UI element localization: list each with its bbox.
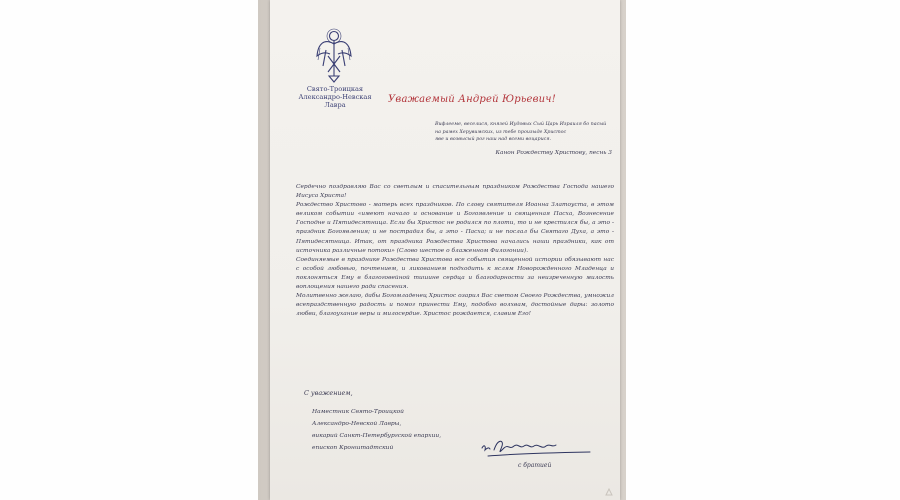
- letter-page: [270, 0, 620, 500]
- handwritten-signature: [480, 434, 600, 464]
- paragraph: Молитвенно желаю, дабы Богомладенец Христос озарил Вас светом Своего Рождества, умножил всепраздственную радость и помог принести Ему, подобно волхвам, достойные дары: золото любви, благоухание веры и милосердие. Христос рождается, славим Его!: [296, 293, 614, 318]
- signer-line: викарий Санкт-Петербургской епархии,: [312, 433, 442, 439]
- signer-line: Александро-Невской Лавры,: [312, 421, 402, 427]
- org-line: Александро-Невская: [298, 93, 372, 101]
- letter-body: [296, 183, 614, 319]
- greeting: Уважаемый Андрей Юрьевич!: [388, 94, 556, 105]
- epigraph-source: Канон Рождеству Христову, песнь 3: [495, 150, 612, 156]
- signer-title: [312, 406, 482, 454]
- angel-emblem-icon: [314, 26, 354, 84]
- epigraph-line: Вифлееме, веселися, князей Иудовых Сый Царь Израиля бо пасый: [435, 122, 607, 127]
- epigraph-line: яве и возвысый рог наш над всеми воцарися.: [435, 137, 552, 142]
- epigraph: [435, 121, 610, 144]
- closing-regards: С уважением,: [304, 389, 353, 397]
- org-line: Лавра: [324, 101, 346, 109]
- signer-line: Наместник Свято-Троицкой: [312, 409, 404, 415]
- paragraph: Сердечно поздравляю Вас со светлым и спасительным праздником Рождества Господа нашего Иисуса Христа!: [296, 184, 614, 200]
- paragraph: Рождество Христово - матерь всех праздников. По слову святителя Иоанна Златоуста, в этом великом событии «имеют начало и основание и Богоявление и священная Пасха, Вознесение Господне и Пятидесятница. Если бы Христос не родился по плоти, то и не крестился бы, а это - праздник Богоявления; и не пострадал бы, а это - Пасха; и не послал бы Святаго Духа, а это - Пятидесятница. Итак, от праздника Рождества Христова начались наши праздники, как от источника различные потоки» (Слово шестое о блаженном Филогонии).: [296, 202, 614, 254]
- org-line: Свято-Троицкая: [306, 85, 364, 93]
- watermark-icon: [605, 488, 613, 496]
- signer-line: епископ Кронштадтский: [312, 445, 394, 451]
- paragraph: Соединяемые в празднике Рождества Христова все события священной истории обязывают нас с особой любовью, почтением, и ликованием подходить к яслям Новорожденного Младенца и поклоняться Ему в благоговейной тишине сердца и благодарности за неизреченную милость воплощения нашего ради спасения.: [296, 256, 614, 291]
- epigraph-line: на рамех Херувимских, из тебе произыде Христос: [435, 129, 567, 135]
- monastery-name: [298, 85, 372, 109]
- with-brethren: с братией: [518, 462, 552, 469]
